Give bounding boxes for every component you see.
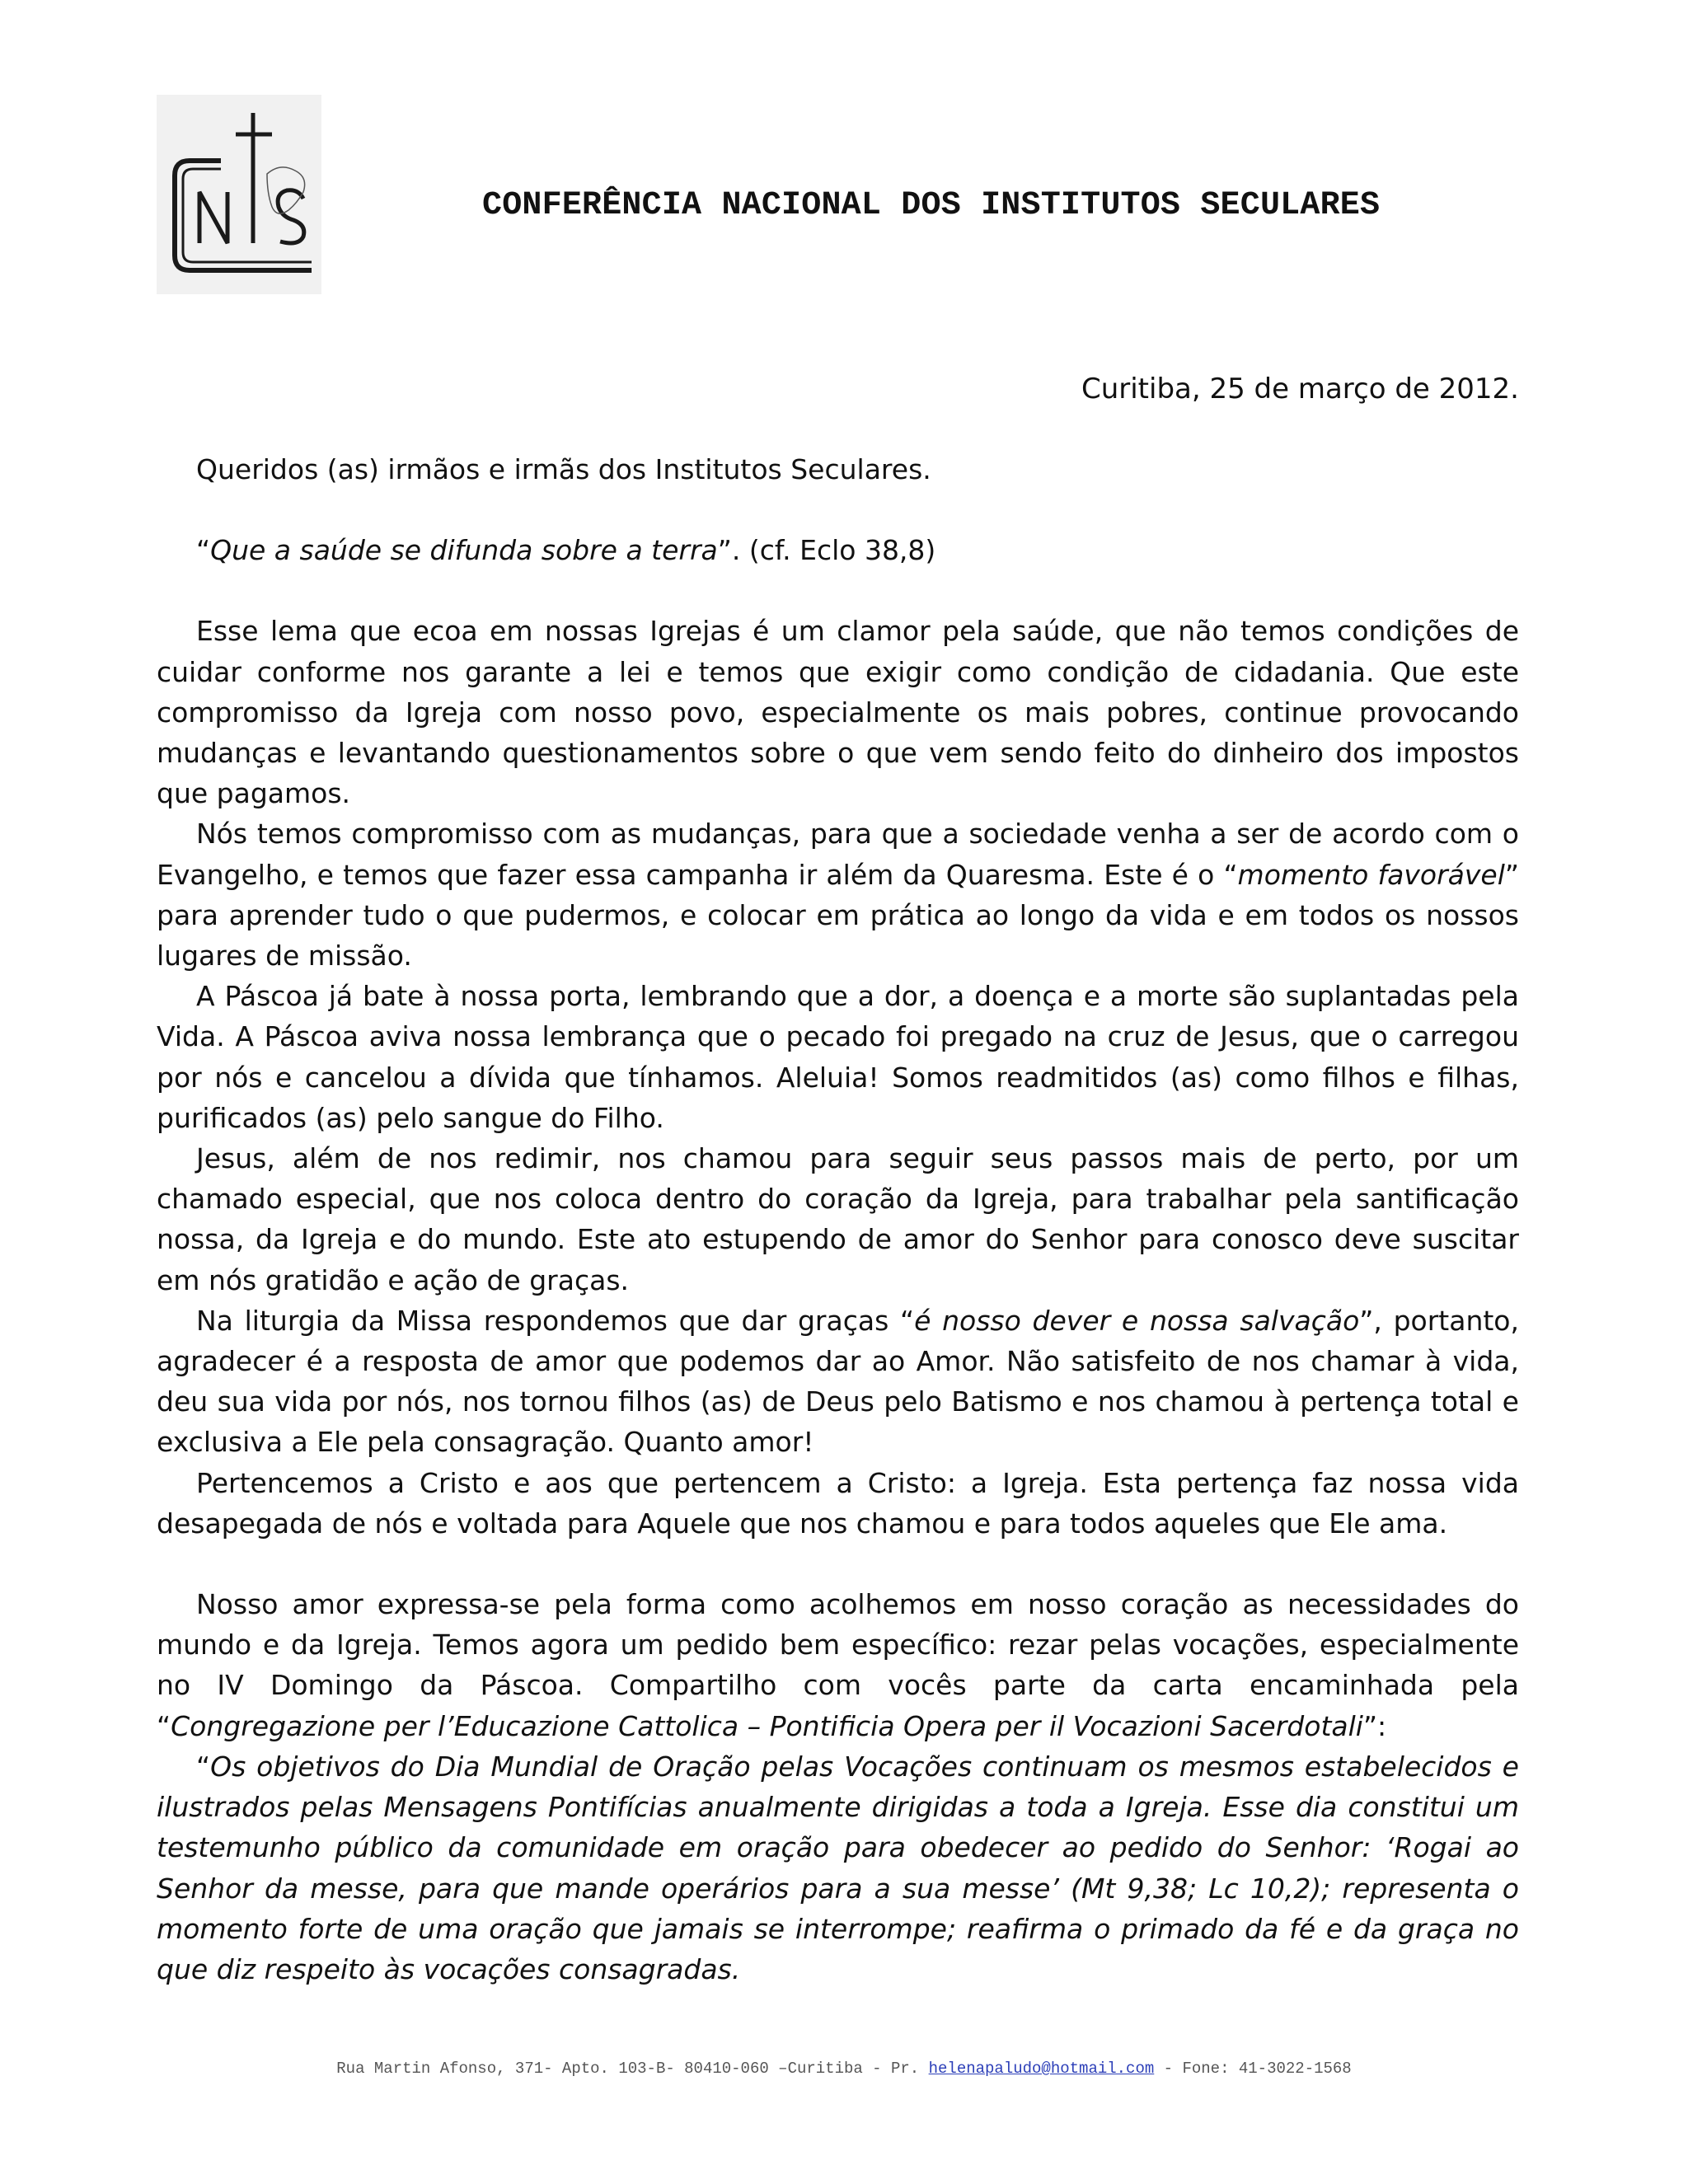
paragraph-5-text-start: Na liturgia da Missa respondemos que dar graças “ xyxy=(196,1304,915,1337)
paragraph-3: A Páscoa já bate à nossa porta, lembrando que a dor, a doença e a morte são suplantadas pela Vida. A Páscoa aviva nossa lembrança que o pecado foi pregado na cruz de Jesus, que o carregou por nós e cancelou a dívida que tínhamos. Aleluia! Somos readmitidos (as) como filhos e filhas, purificados (as) pelo sangue do Filho. xyxy=(157,980,1519,1134)
motto-quote: Que a saúde se difunda sobre a terra xyxy=(210,534,718,567)
paragraph-5 xyxy=(157,1301,1519,1463)
paragraph-8-quotation xyxy=(157,1746,1519,1990)
letter-date: Curitiba, 25 de março de 2012. xyxy=(1081,373,1519,405)
paragraph-2-emphasis: momento favorável xyxy=(1237,858,1505,891)
quotation-open-quote: “ xyxy=(196,1750,211,1783)
cnis-cross-logo-icon xyxy=(157,95,321,294)
paragraph-2-text-start: Nós temos compromisso com as mudanças, para que a sociedade venha a ser de acordo com o Evangelho, e temos que fazer essa campanha ir além da Quaresma. Este é o “ xyxy=(157,818,1519,891)
paragraph-6: Pertencemos a Cristo e aos que pertencem a Cristo: a Igreja. Esta pertença faz nossa vida desapegada de nós e voltada para Aquele que nos chamou e para todos aqueles que Ele ama. xyxy=(157,1466,1519,1540)
paragraph-5-text-end: ”, portanto, agradecer é a resposta de amor que podemos dar ao Amor. Não satisfeito de nos chamar à vida, deu sua vida por nós, nos tornou filhos (as) de Deus pelo Batismo e nos chamou à pertença total e exclusiva a Ele pela consagração. Quanto amor! xyxy=(157,1304,1519,1459)
organization-title: CONFERÊNCIA NACIONAL DOS INSTITUTOS SECULARES xyxy=(482,187,1381,224)
quotation-text: Os objetivos do Dia Mundial de Oração pelas Vocações continuam os mesmos estabelecidos e ilustrados pelas Mensagens Pontifícias anualmente dirigidas a toda a Igreja. Esse dia constitui um testemunho público da comunidade em oração para obedecer ao pedido do Senhor: ‘Rogai ao Senhor da messe, para que mande operários para a sua messe’ (Mt 9,38; Lc 10,2); representa o momento forte de uma oração que jamais se interrompe; reafirma o primado da fé e da graça no que diz respeito às vocações consagradas. xyxy=(157,1750,1519,1985)
motto xyxy=(157,530,1519,570)
footer-phone: - Fone: 41-3022-1568 xyxy=(1154,2060,1352,2078)
paragraph-7-emphasis: Congregazione per l’Educazione Cattolica – Pontificia Opera per il Vocazioni Sacerdotali xyxy=(171,1709,1363,1742)
greeting: Queridos (as) irmãos e irmãs dos Institutos Seculares. xyxy=(196,453,931,485)
paragraph-1: Esse lema que ecoa em nossas Igrejas é um clamor pela saúde, que não temos condições de cuidar conforme nos garante a lei e temos que exigir como condição de cidadania. Que este compromisso da Igreja com nosso povo, especialmente os mais pobres, continue provocando mudanças e levantando questionamentos sobre o que vem sendo feito do dinheiro dos impostos que pagamos. xyxy=(157,615,1519,810)
paragraph-5-emphasis: é nosso dever e nossa salvação xyxy=(914,1304,1360,1337)
motto-reference: . (cf. Eclo 38,8) xyxy=(731,534,936,567)
motto-closing-quote-mark: ” xyxy=(717,534,732,567)
paragraph-7 xyxy=(157,1584,1519,1746)
motto-open-quote: “ xyxy=(196,534,211,567)
paragraph-7-text-end: ”: xyxy=(1362,1709,1387,1742)
letter-body xyxy=(157,449,1519,1990)
footer-address: Rua Martin Afonso, 371- Apto. 103-B- 80410-060 –Curitiba - Pr. xyxy=(336,2060,929,2078)
footer-contact xyxy=(0,2058,1688,2079)
organization-logo xyxy=(157,95,321,294)
paragraph-2-text-end: ” para aprender tudo o que pudermos, e colocar em prática ao longo da vida e em todos os nossos lugares de missão. xyxy=(157,858,1519,972)
footer-email-link[interactable]: helenapaludo@hotmail.com xyxy=(928,2060,1155,2078)
paragraph-4: Jesus, além de nos redimir, nos chamou para seguir seus passos mais de perto, por um chamado especial, que nos coloca dentro do coração da Igreja, para trabalhar pela santificação nossa, da Igreja e do mundo. Este ato estupendo de amor do Senhor para conosco deve suscitar em nós gratidão e ação de graças. xyxy=(157,1142,1519,1296)
paragraph-7-text-start: Nosso amor expressa-se pela forma como acolhemos em nosso coração as necessidades do mundo e da Igreja. Temos agora um pedido bem específico: rezar pelas vocações, especialmente no IV Domingo da Páscoa. Compartilho com vocês parte da carta encaminhada pela “ xyxy=(157,1588,1519,1742)
paragraph-2 xyxy=(157,813,1519,976)
